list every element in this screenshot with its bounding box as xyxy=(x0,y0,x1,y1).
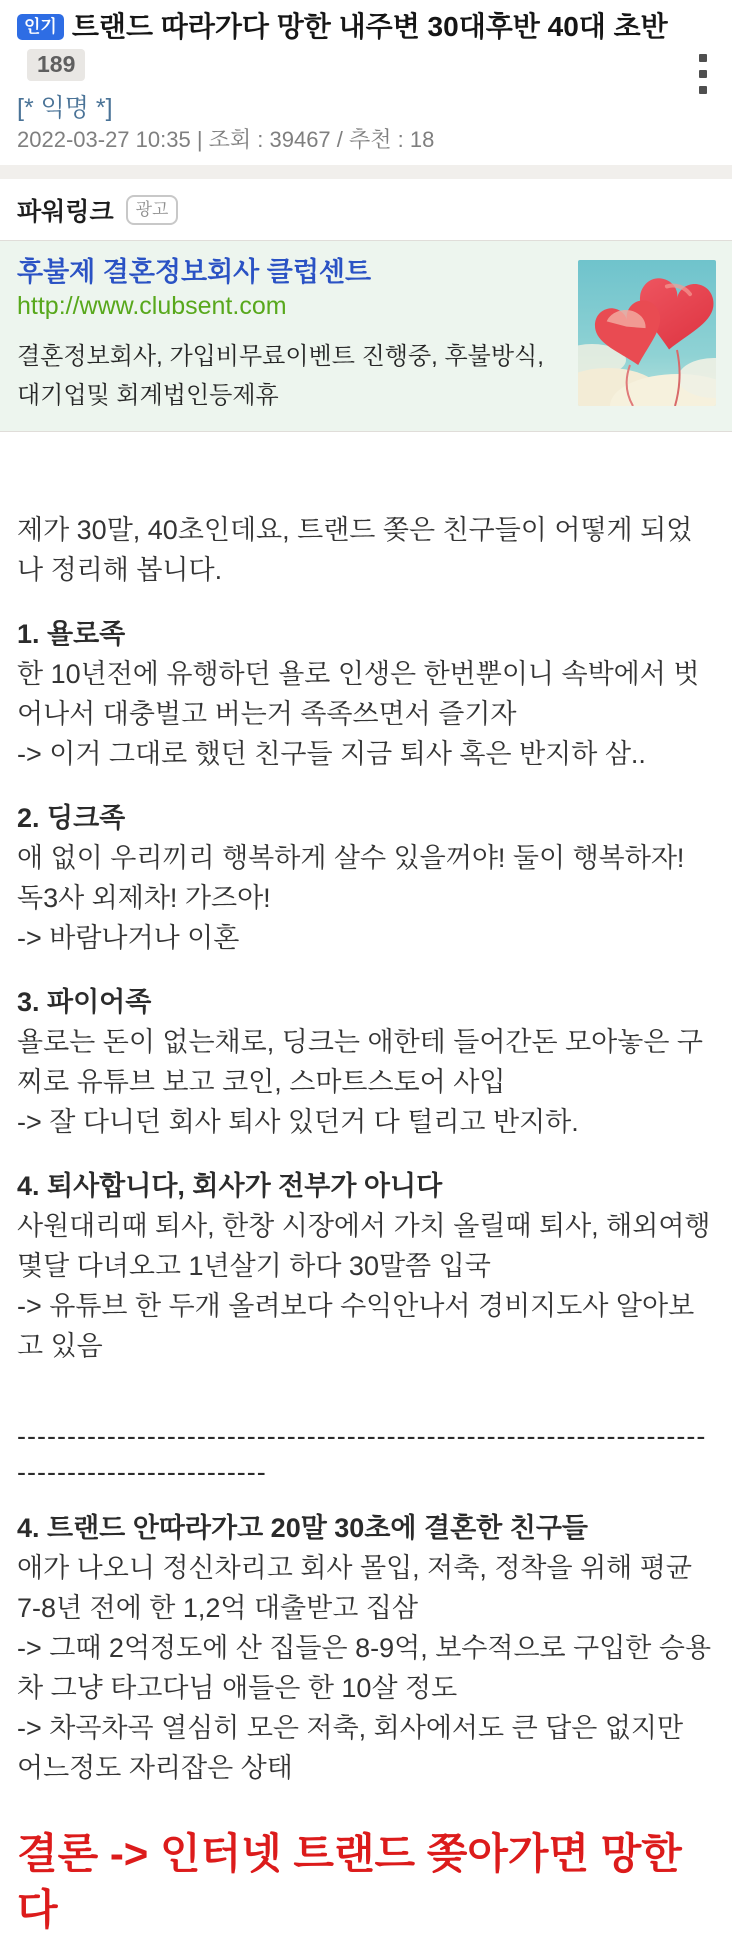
post-body xyxy=(0,432,732,1938)
post-author[interactable]: [* 익명 *] xyxy=(17,94,113,122)
section-heading: 4. 트랜드 안따라가고 20말 30초에 결혼한 친구들 xyxy=(17,1513,588,1543)
section-line: 욜로는 돈이 없는채로, 딩크는 애한테 들어간돈 모아놓은 구찌로 유튜브 보고 코인, 스마트스토어 사입 xyxy=(17,1027,703,1097)
section-heading: 2. 딩크족 xyxy=(17,803,126,833)
more-menu-icon[interactable] xyxy=(697,52,707,96)
section-line: 애가 나오니 정신차리고 회사 몰입, 저축, 정착을 위해 평균 7-8년 전에 한 1,2억 대출받고 집삼 xyxy=(17,1553,692,1623)
body-section-dink xyxy=(17,798,715,958)
section-line: -> 이거 그대로 했던 친구들 지금 퇴사 혹은 반지하 삼.. xyxy=(17,739,646,769)
comment-count-badge: 189 xyxy=(27,49,85,81)
body-intro: 제가 30말, 40초인데요, 트랜드 쫒은 친구들이 어떻게 되었나 정리해 봅니다. xyxy=(17,515,693,585)
section-divider-band xyxy=(0,165,732,179)
body-section-quit xyxy=(17,1166,715,1366)
hot-badge: 인기 xyxy=(17,14,64,40)
section-line: -> 그때 2억정도에 산 집들은 8-9억, 보수적으로 구입한 승용차 그냥 타고다님 애들은 한 10살 정도 xyxy=(17,1633,712,1703)
post-title: 트랜드 따라가다 망한 내주변 30대후반 40대 초반 xyxy=(71,11,668,42)
ad-link-title[interactable]: 후불제 결혼정보회사 클럽센트 xyxy=(17,257,372,287)
ad-box[interactable] xyxy=(0,240,732,432)
section-line: 애 없이 우리끼리 행복하게 살수 있을꺼야! 둘이 행복하자! 독3사 외제차! 가즈아! xyxy=(17,843,685,913)
heart-balloons-photo[interactable] xyxy=(578,260,716,406)
kebab-dot xyxy=(699,70,707,78)
section-heading: 1. 욜로족 xyxy=(17,619,126,649)
section-line: -> 차곡차곡 열심히 모은 저축, 회사에서도 큰 답은 없지만 어느정도 자리잡은 상태 xyxy=(17,1713,684,1783)
powerlink-label: 파워링크 xyxy=(17,198,114,226)
post-title-line xyxy=(17,8,715,84)
body-section-fire xyxy=(17,982,715,1142)
section-heading: 4. 퇴사합니다, 회사가 전부가 아니다 xyxy=(17,1171,443,1201)
kebab-dot xyxy=(699,54,707,62)
ad-tag-badge: 광고 xyxy=(126,195,179,225)
conclusion-text: 결론 -> 인터넷 트랜드 쫒아가면 망한다 xyxy=(17,1830,682,1933)
section-heading: 3. 파이어족 xyxy=(17,987,152,1017)
section-line: 사원대리때 퇴사, 한창 시장에서 가치 올릴때 퇴사, 해외여행 몇달 다녀오고 1년살기 하다 30말쯤 입국 xyxy=(17,1211,711,1281)
body-section-married xyxy=(17,1508,715,1788)
section-line: -> 유튜브 한 두개 올려보다 수익안나서 경비지도사 알아보고 있음 xyxy=(17,1291,695,1361)
kebab-dot xyxy=(699,86,707,94)
dashed-separator: ---------------------------------------------------------------------------------------------- xyxy=(17,1421,707,1487)
powerlink-header xyxy=(0,179,732,240)
heart-balloons-illustration xyxy=(578,260,716,406)
section-line: -> 바람나거나 이혼 xyxy=(17,923,240,953)
ad-description: 결혼정보회사, 가입비무료이벤트 진행중, 후불방식, 대기업및 회계법인등제휴 xyxy=(17,343,544,409)
body-section-yolo xyxy=(17,614,715,774)
section-line: 한 10년전에 유행하던 욜로 인생은 한번뿐이니 속박에서 벗어나서 대충벌고 버는거 족족쓰면서 즐기자 xyxy=(17,659,700,729)
section-line: -> 잘 다니던 회사 퇴사 있던거 다 털리고 반지하. xyxy=(17,1107,579,1137)
ad-url[interactable]: http://www.clubsent.com xyxy=(17,292,287,320)
post-meta: 2022-03-27 10:35 | 조회 : 39467 / 추천 : 18 xyxy=(17,127,435,152)
post-header xyxy=(0,0,732,153)
